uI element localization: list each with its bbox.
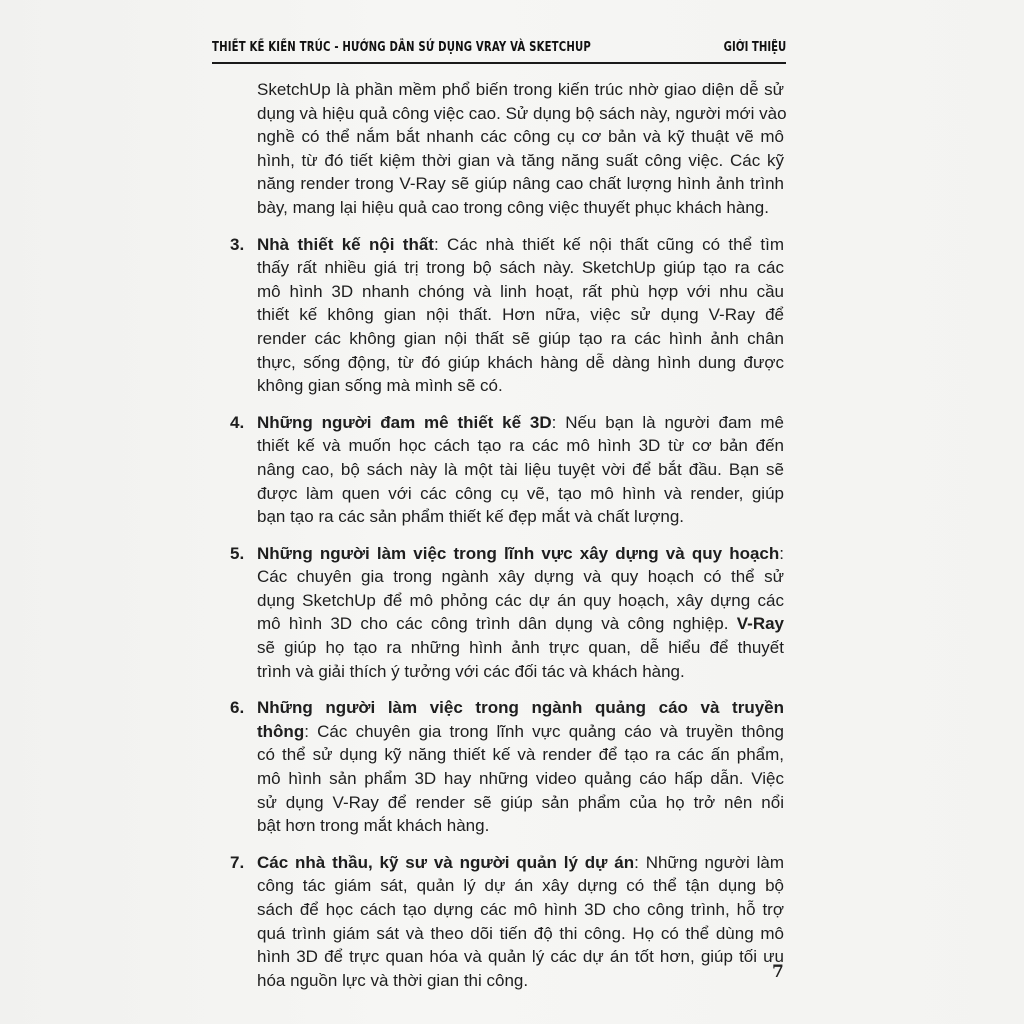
list-item-number: 5. [230,543,245,563]
intro-line: SketchUp là phần mềm phổ biến trong kiến trúc nhờ giao diện dễ sử [257,80,784,99]
list-item-line: thiết kế không gian nội thất. Hơn nữa, việc sử dụng V-Ray để [257,305,784,325]
list-item-text: : [779,543,784,563]
header-section-title: GIỚI THIỆU [723,40,786,55]
list-item-line: bật hơn trong mắt khách hàng. [257,816,490,836]
list-item-text: : Những người làm [634,852,784,872]
list-item-3 [222,233,784,398]
list-item-line: có thể sử dụng kỹ năng thiết kế và render để tạo ra các ấn phẩm, [257,745,784,765]
header-book-title: THIẾT KẾ KIẾN TRÚC - HƯỚNG DẪN SỬ DỤNG VRAY VÀ SKETCHUP [212,40,591,55]
intro-paragraph [222,78,787,220]
intro-line: bày, mang lại hiệu quả cao trong công việc thuyết phục khách hàng. [257,197,769,217]
list-item-line: bạn tạo ra các sản phẩm thiết kế đẹp mắt và chất lượng. [257,507,684,527]
list-item-title: Nhà thiết kế nội thất [257,234,434,254]
list-item-line: quá trình giám sát và theo dõi tiến độ thi công. Họ có thể dùng mô [257,923,784,943]
list-item-text: : Các nhà thiết kế nội thất cũng có thể tìm [433,234,784,254]
page-number: 7 [772,962,784,982]
list-item-title: Những người làm việc trong ngành quảng cáo và truyền [257,698,784,718]
list-item-line: thấy rất nhiều giá trị trong bộ sách này. SketchUp giúp tạo ra các [257,258,784,278]
list-item-first-line [257,233,784,257]
list-item-line: Các chuyên gia trong ngành xây dựng và quy hoạch có thể sử [257,567,784,587]
intro-line: hình, từ đó tiết kiệm thời gian và tăng năng suất công việc. Các kỹ [257,150,784,170]
list-item-line: hóa nguồn lực và thời gian thi công. [257,970,529,990]
list-item-title: Những người đam mê thiết kế 3D [257,412,552,432]
list-item-text: mô hình 3D cho các công trình dân dụng và công nghiệp. [257,614,729,634]
list-item-line: mô hình sản phẩm 3D hay những video quảng cáo hấp dẫn. Việc [257,769,784,789]
intro-line: dụng và hiệu quả công việc cao. Sử dụng bộ sách này, người mới vào [257,103,787,123]
list-item-line: dụng SketchUp để mô phỏng các dự án quy hoạch, xây dựng các [257,590,784,610]
list-item-line: mô hình 3D nhanh chóng và linh hoạt, rất phù hợp với nhu cầu [257,281,784,301]
list-item-text: : Nếu bạn là người đam mê [551,412,784,432]
list-item-number: 4. [230,412,245,432]
list-item-number: 6. [230,698,245,718]
running-header [212,34,786,64]
list-item-line: nâng cao, bộ sách này là một tài liệu tuyệt vời để bắt đầu. Bạn sẽ [257,459,784,479]
list-item-first-line [257,542,784,566]
list-item-title-cont: thông [257,721,305,741]
list-item-line: sử dụng V-Ray để render sẽ giúp sản phẩm của họ trở nên nổi [257,792,784,812]
list-item-title: Những người làm việc trong lĩnh vực xây dựng và quy hoạch [257,543,780,563]
list-item-line: render các không gian nội thất sẽ giúp tạo ra các hình ảnh chân [257,328,784,348]
intro-line: năng render trong V-Ray sẽ giúp nâng cao chất lượng hình ảnh trình [257,174,784,194]
list-item-line: thiết kế và muốn học cách tạo ra các mô hình 3D từ cơ bản đến [257,436,784,456]
list-item-title-line [257,696,784,720]
page-body [222,78,787,1005]
list-item-number: 3. [230,234,245,254]
list-item-first-line [257,851,784,875]
list-item-line: thực, sống động, từ đó giúp khách hàng dễ dàng hình dung được [257,352,784,372]
list-item-6 [222,696,784,838]
list-item-line: không gian sống mà mình sẽ có. [257,376,503,396]
list-item-4 [222,411,784,529]
list-item-title: Các nhà thầu, kỹ sư và người quản lý dự án [257,852,635,872]
list-item-bold-inline: V-Ray [736,614,785,634]
list-item-line: trình và giải thích ý tưởng với các đối tác và khách hàng. [257,661,685,681]
list-item-line: hình 3D để trực quan hóa và quản lý các dự án tốt hơn, giúp tối ưu [257,947,784,967]
intro-line: nghề có thể nắm bắt nhanh các công cụ cơ bản và kỹ thuật vẽ mô [257,127,784,147]
list-item-line: công tác giám sát, quản lý dự án xây dựng có thể tận dụng bộ [257,876,784,896]
list-item-first-line [257,411,784,435]
list-item-7 [222,851,784,993]
list-item-line: được làm quen với các công cụ vẽ, tạo mô hình và render, giúp [257,483,784,503]
list-item-number: 7. [230,852,245,872]
list-item-first-line [257,720,784,744]
list-item-5 [222,542,784,684]
list-item-text: : Các chuyên gia trong lĩnh vực quảng cáo và truyền thông [304,721,784,741]
list-item-line [257,612,784,636]
list-item-line: sách để học cách tạo dựng các mô hình 3D cho công trình, hỗ trợ [257,900,784,919]
list-item-line: sẽ giúp họ tạo ra những hình ảnh trực quan, dễ hiểu để thuyết [257,638,784,658]
